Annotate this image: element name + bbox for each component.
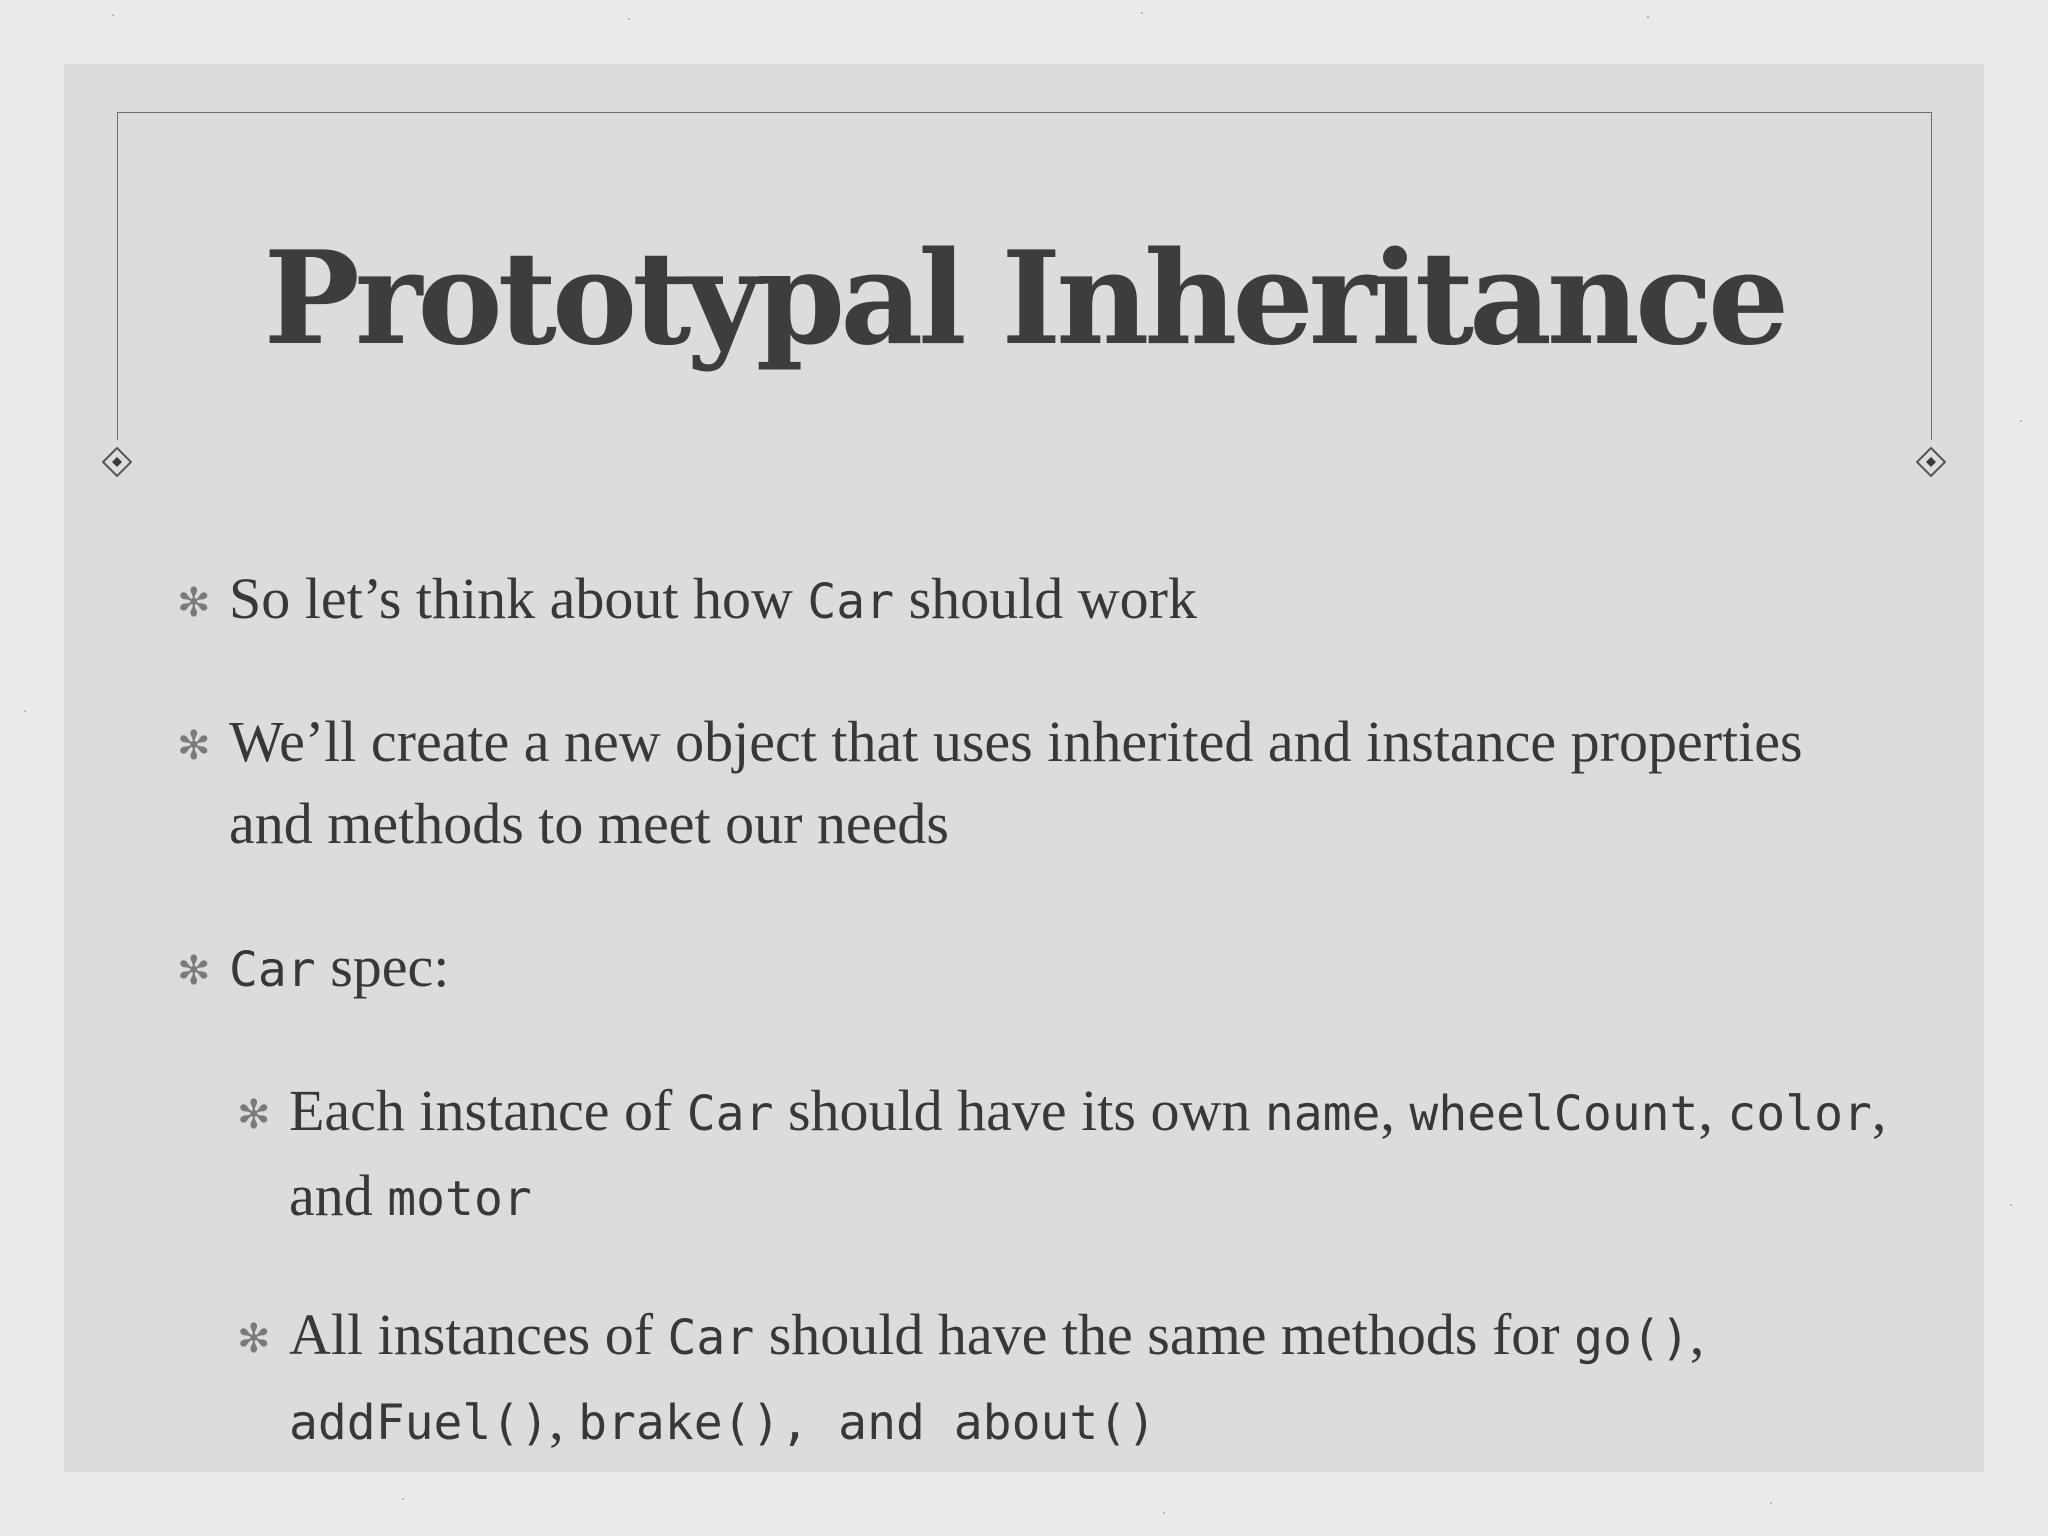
code-motor: motor (387, 1171, 532, 1227)
bullet-text: , (1689, 1302, 1705, 1367)
code-name: name (1264, 1086, 1381, 1142)
code-color: color (1727, 1086, 1872, 1142)
slide-title: Prototypal Inheritance (263, 224, 1785, 374)
bullet-text: spec: (315, 934, 450, 999)
bullet-text: So let’s think about how (229, 566, 808, 631)
bullet-item (177, 558, 1869, 643)
code-wheelcount: wheelCount (1409, 1086, 1699, 1142)
code-car: Car (667, 1310, 755, 1366)
code-brake-and-about: brake(), and about() (578, 1395, 1157, 1451)
diamond-ornament-icon (1916, 447, 1946, 477)
speckle (24, 710, 26, 712)
speckle (1647, 16, 1649, 18)
bullet-text: should have the same methods for (754, 1302, 1575, 1367)
bullet-item (177, 701, 1869, 865)
asterisk-bullet-icon: ✻ (237, 1092, 271, 1138)
asterisk-bullet-icon: ✻ (177, 948, 211, 994)
speckle (2010, 1204, 2012, 1206)
asterisk-bullet-icon: ✻ (177, 580, 211, 626)
sub-bullet-item (237, 1294, 1929, 1464)
speckle (402, 1498, 404, 1500)
sub-bullet-item (237, 1070, 1929, 1240)
speckle (1141, 12, 1143, 14)
speckle (1770, 1502, 1772, 1504)
diamond-ornament-icon (102, 447, 132, 477)
speckle (1163, 1512, 1165, 1514)
bullet-text: Each instance of (289, 1078, 687, 1143)
title-frame-top-rule (117, 112, 1931, 113)
bullet-text: , (1380, 1078, 1410, 1143)
speckle (112, 14, 114, 16)
code-car: Car (229, 942, 316, 998)
asterisk-bullet-icon: ✻ (237, 1316, 271, 1362)
code-car: Car (807, 574, 895, 630)
code-addfuel: addFuel() (289, 1395, 550, 1451)
bullet-text: We’ll create a new object that uses inherited and instance properties and methods to meet our needs (229, 709, 1803, 856)
bullet-text: , and (289, 1078, 1887, 1228)
bullet-text: , (549, 1387, 579, 1452)
bullet-text: should have its own (773, 1078, 1265, 1143)
slide (64, 64, 1984, 1472)
bullet-text: , (1698, 1078, 1728, 1143)
asterisk-bullet-icon: ✻ (177, 723, 211, 769)
speckle (2020, 420, 2022, 422)
bullet-text: should work (894, 566, 1197, 631)
bullet-item (177, 926, 1869, 1011)
code-go: go() (1574, 1310, 1690, 1366)
code-car: Car (686, 1086, 774, 1142)
speckle (628, 18, 630, 20)
bullet-text: All instances of (289, 1302, 668, 1367)
